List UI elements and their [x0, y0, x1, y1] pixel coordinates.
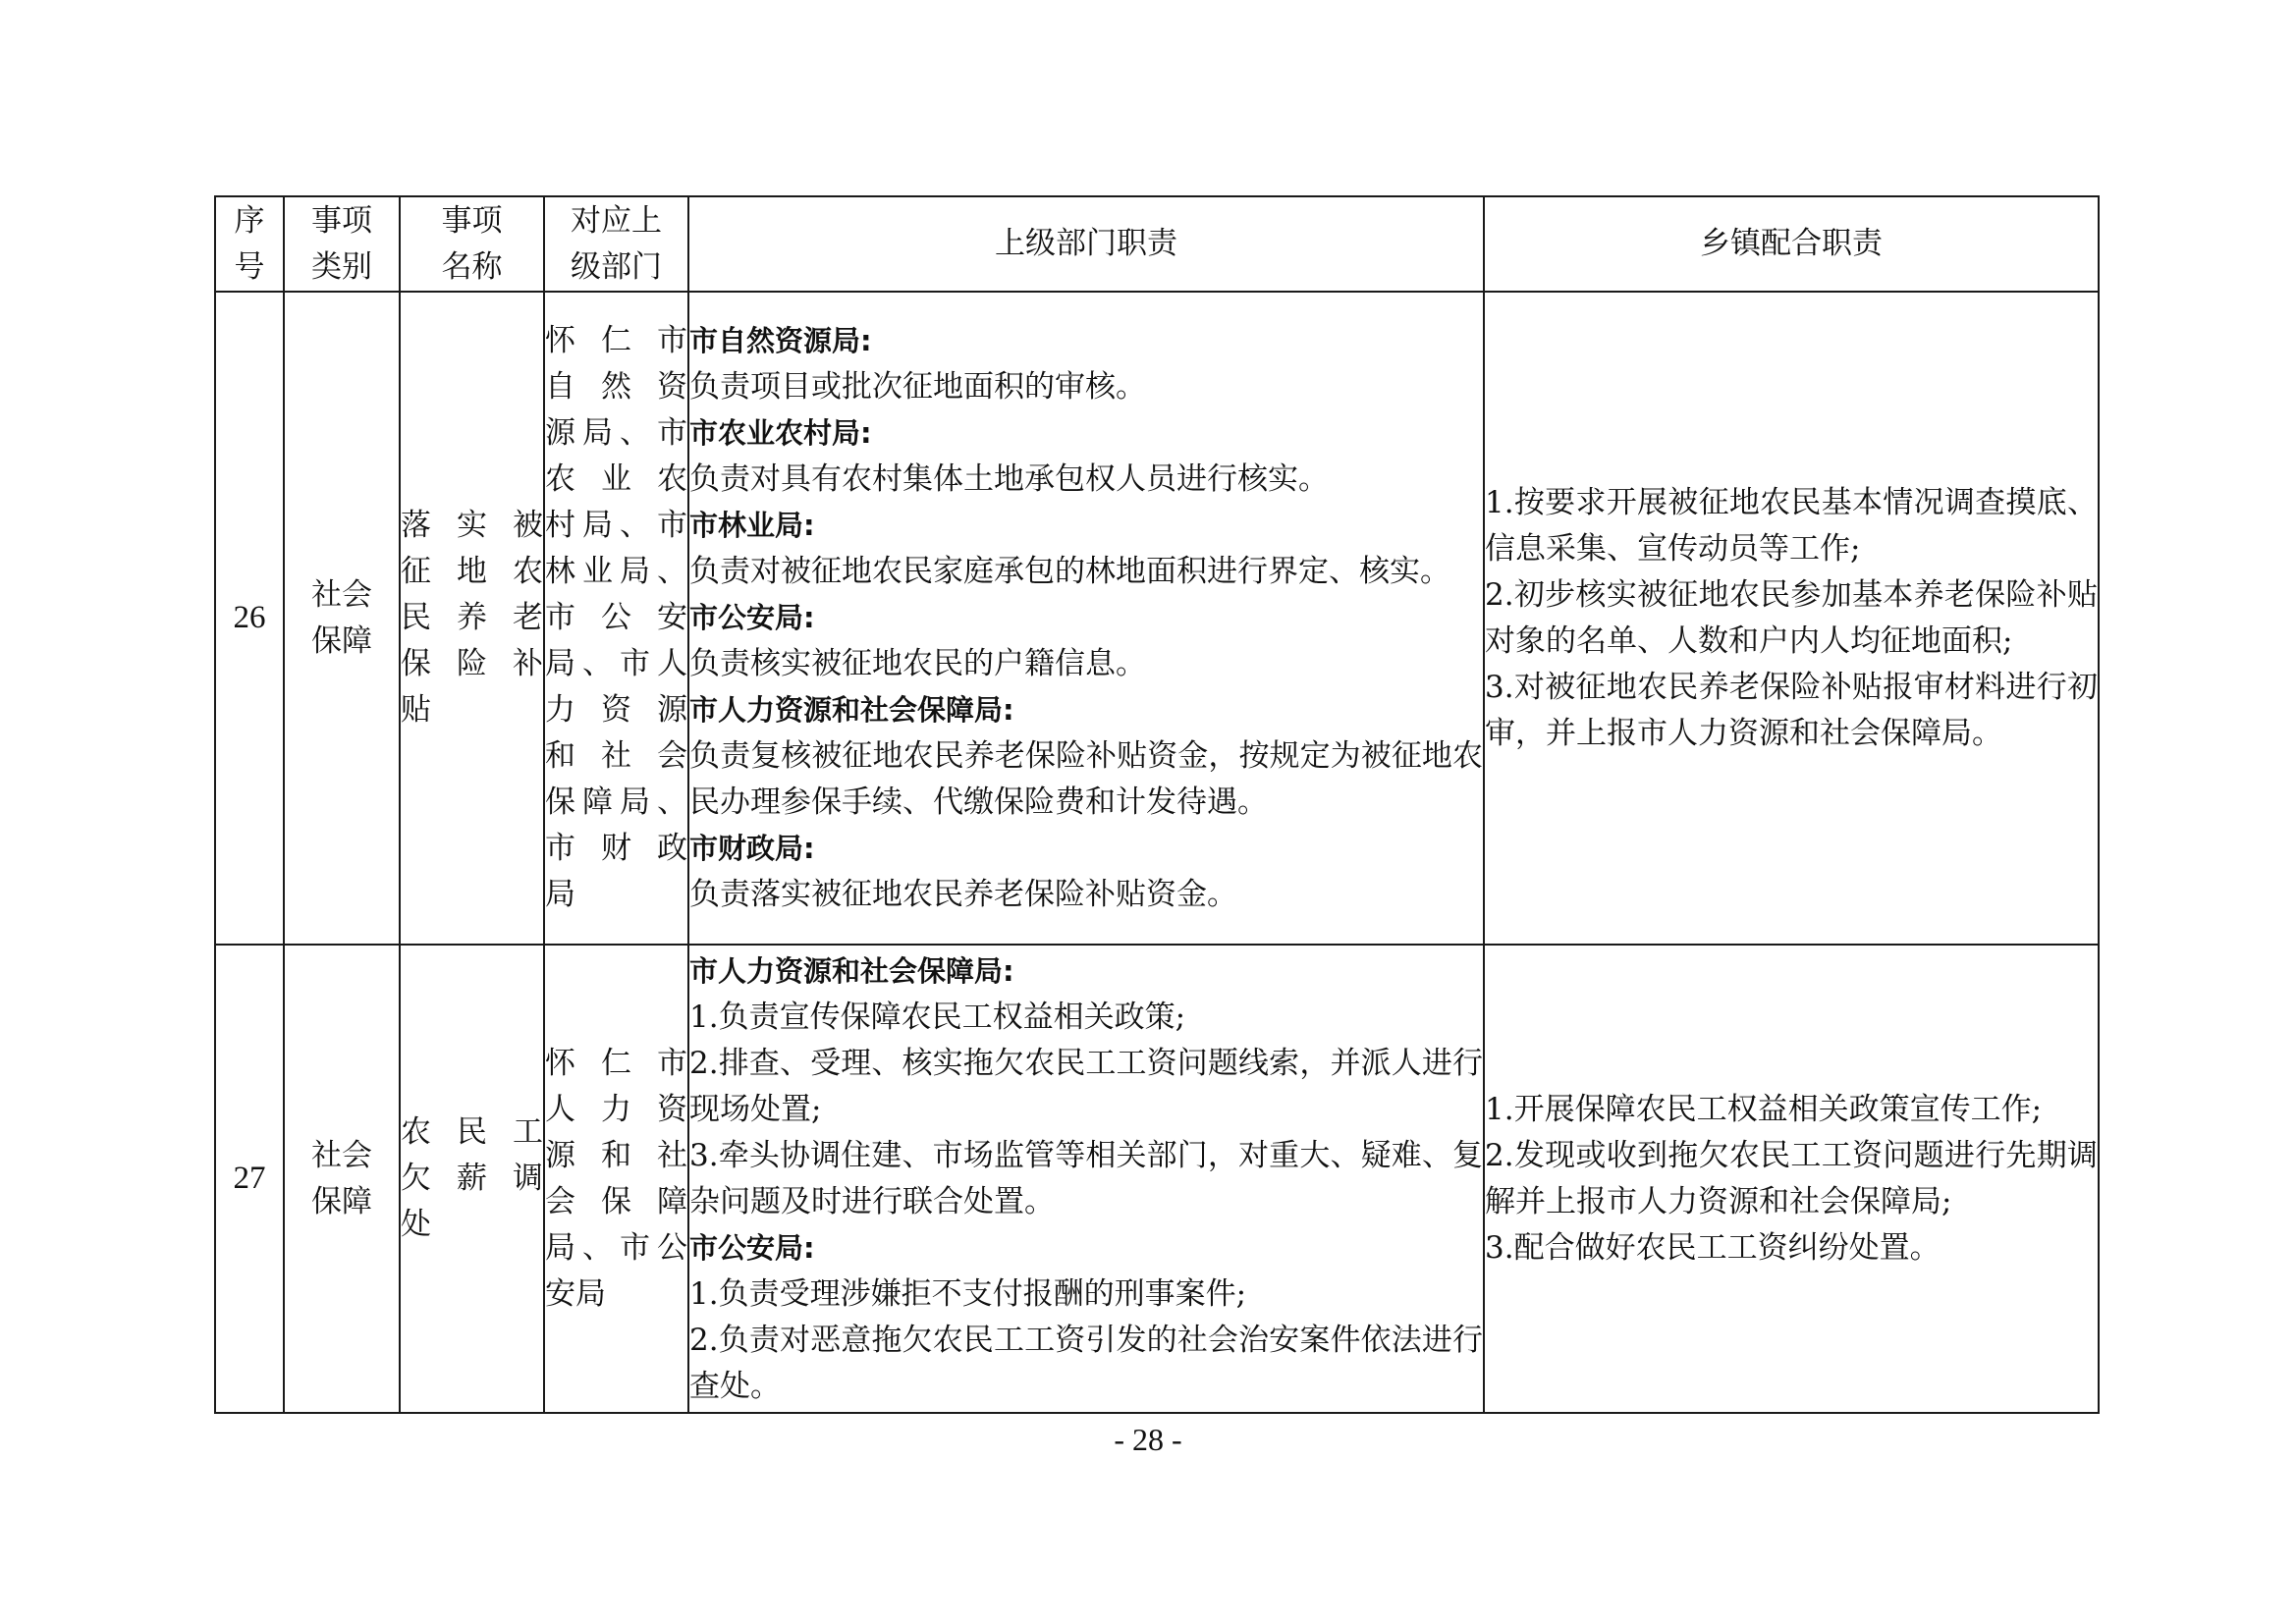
duty-line: 2.发现或收到拖欠农民工工资问题进行先期调解并上报市人力资源和社会保障局; — [1485, 1137, 2098, 1219]
duty-line: 3.对被征地农民养老保险补贴报审材料进行初审，并上报市人力资源和社会保障局。 — [1485, 669, 2098, 751]
duty-table — [214, 195, 2100, 1414]
header-town-duty: 乡镇配合职责 — [1484, 196, 2099, 292]
header-seq: 序 号 — [215, 196, 284, 292]
row-town-duty — [1484, 292, 2099, 945]
row-category: 社会 保障 — [284, 292, 400, 945]
dept-title: 市农业农村局: — [689, 416, 872, 450]
duty-line: 负责核实被征地农民的户籍信息。 — [689, 646, 1146, 681]
duty-line: 负责对被征地农民家庭承包的林地面积进行界定、核实。 — [689, 554, 1450, 589]
row-item-name: 农民工 欠薪调 处 — [400, 945, 544, 1413]
dept-title: 市公安局: — [689, 1230, 815, 1265]
duty-line: 2.负责对恶意拖欠农民工工资引发的社会治安案件依法进行查处。 — [689, 1322, 1483, 1404]
dept-title: 市自然资源局: — [689, 324, 872, 357]
duty-line: 负责落实被征地农民养老保险补贴资金。 — [689, 877, 1237, 912]
duty-line: 负责对具有农村集体土地承包权人员进行核实。 — [689, 461, 1329, 497]
header-dept: 对应上 级部门 — [544, 196, 688, 292]
dept-title: 市林业局: — [689, 509, 815, 542]
header-category: 事项 类别 — [284, 196, 400, 292]
duty-line: 3.牵头协调住建、市场监管等相关部门，对重大、疑难、复杂问题及时进行联合处置。 — [689, 1137, 1483, 1219]
duty-line: 1.按要求开展被征地农民基本情况调查摸底、信息采集、宣传动员等工作; — [1485, 484, 2098, 567]
table-row — [215, 945, 2099, 1413]
duty-line: 1.负责宣传保障农民工权益相关政策; — [689, 999, 1186, 1035]
duty-line: 负责复核被征地农民养老保险补贴资金，按规定为被征地农民办理参保手续、代缴保险费和计发待遇。 — [689, 738, 1483, 820]
row-upper-duty — [688, 945, 1484, 1413]
row-dept: 怀仁市 人力资 源和社 会保障 局、市公 安局 — [544, 945, 688, 1413]
row-upper-duty — [688, 292, 1484, 945]
row-category: 社会 保障 — [284, 945, 400, 1413]
duty-line: 2.排查、受理、核实拖欠农民工工资问题线索，并派人进行现场处置; — [689, 1045, 1483, 1127]
dept-title: 市财政局: — [689, 832, 815, 865]
header-upper-duty: 上级部门职责 — [688, 196, 1484, 292]
row-item-name: 落实被 征地农 民养老 保险补 贴 — [400, 292, 544, 945]
row-seq: 27 — [215, 945, 284, 1413]
duty-line: 2.初步核实被征地农民参加基本养老保险补贴对象的名单、人数和户内人均征地面积; — [1485, 576, 2098, 659]
duty-line: 负责项目或批次征地面积的审核。 — [689, 369, 1146, 405]
duty-line: 1.开展保障农民工权益相关政策宣传工作; — [1485, 1091, 2043, 1127]
duty-line: 1.负责受理涉嫌拒不支付报酬的刑事案件; — [689, 1275, 1247, 1312]
table-row — [215, 292, 2099, 945]
dept-title: 市人力资源和社会保障局: — [689, 693, 1014, 727]
header-name: 事项 名称 — [400, 196, 544, 292]
row-dept: 怀仁市 自然资 源局、市 农业农 村局、市 林业局、 市公安 局、市人 力资源 和社会 保障局、 市财政 局 — [544, 292, 688, 945]
dept-title: 市公安局: — [689, 601, 815, 634]
row-town-duty — [1484, 945, 2099, 1413]
dept-title: 市人力资源和社会保障局: — [689, 953, 1014, 988]
table-header-row — [215, 196, 2099, 292]
row-seq: 26 — [215, 292, 284, 945]
duty-line: 3.配合做好农民工工资纠纷处置。 — [1485, 1229, 1941, 1266]
page-number: - 28 - — [1114, 1422, 1182, 1457]
